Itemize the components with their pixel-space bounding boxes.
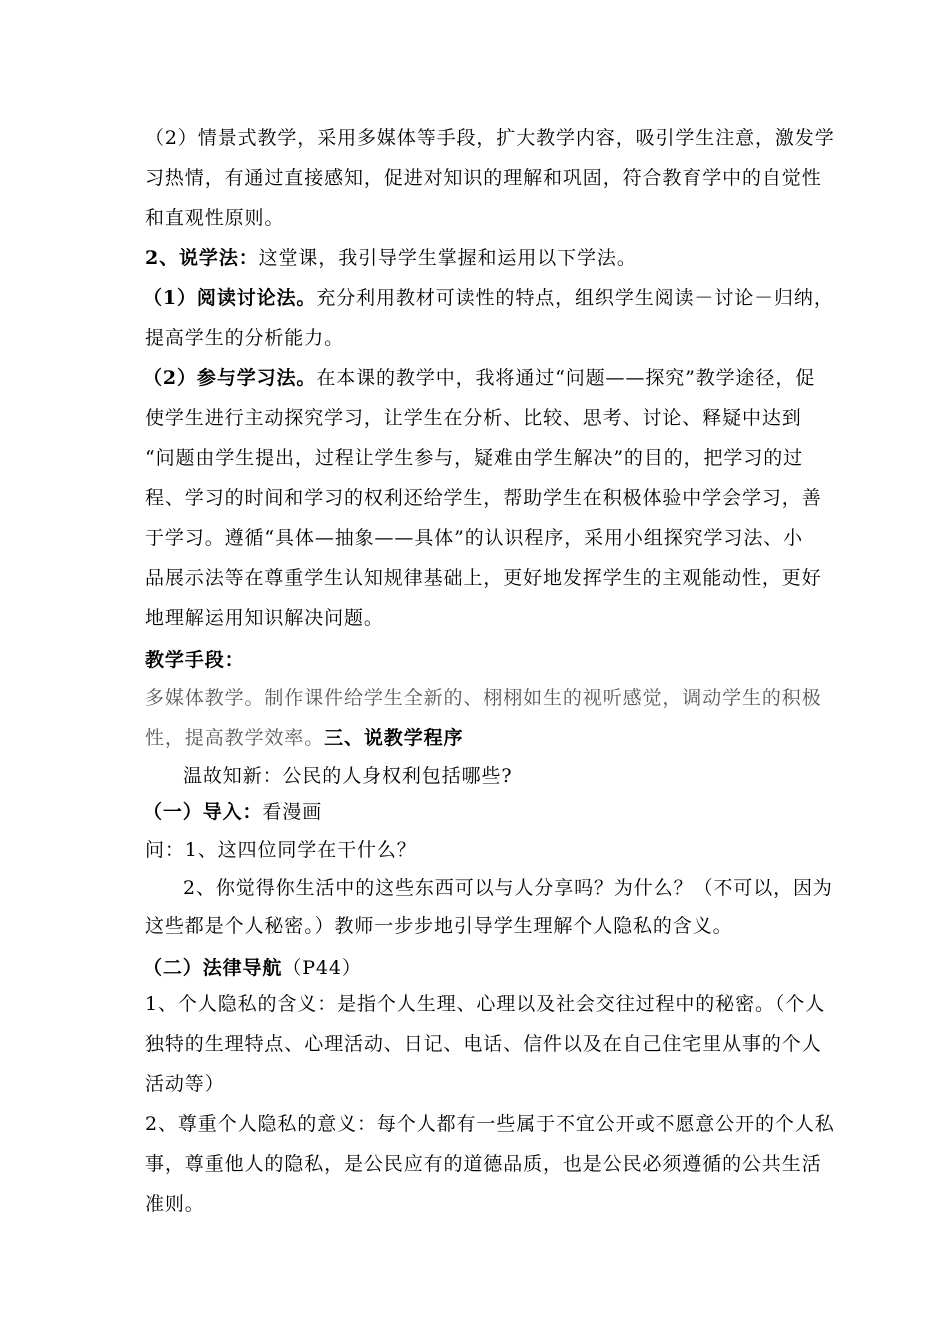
paragraph-line: 和直观性原则。 (145, 207, 285, 229)
intro-question-2: 2、你觉得你生活中的这些东西可以与人分享吗？为什么？（不可以，因为 (183, 877, 833, 899)
paragraph-line: 于学习。遵循“具体—抽象——具体”的认识程序，采用小组探究学习法、小 (145, 527, 804, 549)
means-section3-line (145, 726, 463, 750)
paragraph-line: 活动等） (145, 1073, 225, 1095)
means-text: 性，提高教学效率。 (145, 727, 325, 749)
paragraph-line: （2）情景式教学，采用多媒体等手段，扩大教学内容，吸引学生注意，激发学 (145, 127, 835, 149)
paragraph-line: “问题由学生提出，过程让学生参与，疑难由学生解决”的目的，把学习的过 (145, 447, 804, 469)
paragraph-line: 事，尊重他人的隐私，是公民应有的道德品质，也是公民必须遵循的公共生活 (145, 1153, 822, 1175)
paragraph-line: 使学生进行主动探究学习，让学生在分析、比较、思考、讨论、释疑中达到 (145, 407, 802, 429)
study-method-line (145, 246, 637, 270)
law-line (143, 956, 362, 980)
law-page-ref: （P44） (282, 957, 362, 979)
method1-line (143, 286, 834, 310)
section3-heading: 三、说教学程序 (324, 727, 464, 749)
intro-text: 看漫画 (262, 801, 323, 823)
method2-line (143, 366, 815, 390)
method1-text: 充分利用教材可读性的特点，组织学生阅读－讨论－归纳， (316, 287, 834, 309)
paragraph-line: 这些都是个人秘密。）教师一步步地引导学生理解个人隐私的含义。 (145, 915, 733, 937)
paragraph-line: 独特的生理特点、心理活动、日记、电话、信件以及在自己住宅里从事的个人 (145, 1033, 822, 1055)
paragraph-line: 习热情，有通过直接感知，促进对知识的理解和巩固，符合教育学中的自觉性 (145, 167, 822, 189)
paragraph-line: 程、学习的时间和学习的权利还给学生，帮助学生在积极体验中学会学习，善 (145, 487, 822, 509)
means-heading: 教学手段： (145, 649, 245, 671)
significance-line: 2、尊重个人隐私的意义：每个人都有一些属于不宜公开或不愿意公开的个人私 (145, 1113, 835, 1135)
method2-text: 在本课的教学中，我将通过“问题——探究”教学途径，促 (316, 367, 816, 389)
intro-question-1: 问：1、这四位同学在干什么？ (145, 839, 417, 861)
study-method-heading: 2、说学法： (145, 247, 259, 269)
paragraph-line: 提高学生的分析能力。 (145, 327, 345, 349)
intro-line (143, 800, 322, 824)
paragraph-line: 地理解运用知识解决问题。 (145, 607, 384, 629)
intro-heading: （一）导入： (143, 801, 263, 823)
study-method-text: 这堂课，我引导学生掌握和运用以下学法。 (258, 247, 637, 269)
review-question: 温故知新：公民的人身权利包括哪些? (183, 765, 513, 787)
paragraph-line: 品展示法等在尊重学生认知规律基础上，更好地发挥学生的主观能动性，更好 (145, 567, 822, 589)
paragraph-line: 多媒体教学。制作课件给学生全新的、栩栩如生的视听感觉，调动学生的积极 (145, 687, 822, 709)
definition-line: 1、个人隐私的含义：是指个人生理、心理以及社会交往过程中的秘密。（个人 (145, 993, 826, 1015)
law-heading: （二）法律导航 (143, 957, 283, 979)
method1-label: （1）阅读讨论法。 (143, 287, 317, 309)
paragraph-line: 准则。 (145, 1193, 205, 1215)
method2-label: （2）参与学习法。 (143, 367, 317, 389)
